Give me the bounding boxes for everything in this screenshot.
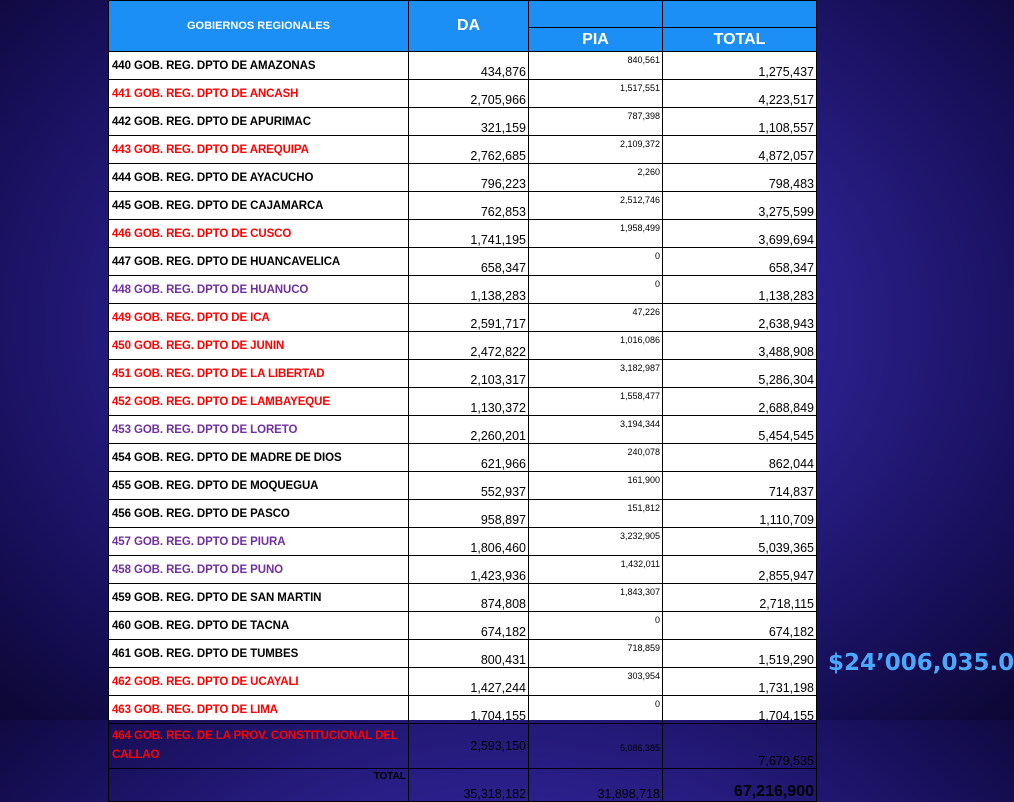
total-da-value: 35,318,182 (409, 769, 529, 802)
table-row (109, 668, 817, 696)
total-value: 7,679,535 (663, 724, 817, 769)
region-name: 441 GOB. REG. DPTO DE ANCASH (109, 80, 409, 108)
da-value: 321,159 (409, 108, 529, 136)
total-value: 2,855,947 (663, 556, 817, 584)
total-value: 2,718,115 (663, 584, 817, 612)
total-pia-value: 31,898,718 (529, 769, 663, 802)
region-name: 464 GOB. REG. DE LA PROV. CONSTITUCIONAL DEL CALLAO (109, 724, 409, 769)
da-value: 2,591,717 (409, 304, 529, 332)
total-value: 798,483 (663, 164, 817, 192)
region-name: 458 GOB. REG. DPTO DE PUNO (109, 556, 409, 584)
pia-value: 0 (529, 276, 663, 304)
table-row (109, 472, 817, 500)
da-value: 1,741,195 (409, 220, 529, 248)
total-value: 3,699,694 (663, 220, 817, 248)
region-name: 461 GOB. REG. DPTO DE TUMBES (109, 640, 409, 668)
total-value: 674,182 (663, 612, 817, 640)
table-row (109, 528, 817, 556)
total-value: 862,044 (663, 444, 817, 472)
da-value: 2,103,317 (409, 360, 529, 388)
total-value: 1,704,155 (663, 696, 817, 724)
table-row (109, 416, 817, 444)
pia-value: 840,561 (529, 52, 663, 80)
region-name: 451 GOB. REG. DPTO DE LA LIBERTAD (109, 360, 409, 388)
header-blank-total (663, 1, 817, 28)
pia-value: 718,859 (529, 640, 663, 668)
total-value: 4,872,057 (663, 136, 817, 164)
da-value: 1,423,936 (409, 556, 529, 584)
total-value: 4,223,517 (663, 80, 817, 108)
region-name: 460 GOB. REG. DPTO DE TACNA (109, 612, 409, 640)
pia-value: 0 (529, 696, 663, 724)
region-name: 440 GOB. REG. DPTO DE AMAZONAS (109, 52, 409, 80)
da-value: 1,427,244 (409, 668, 529, 696)
total-value: 5,286,304 (663, 360, 817, 388)
header-total: TOTAL (663, 28, 817, 52)
table-row (109, 304, 817, 332)
pia-value: 0 (529, 248, 663, 276)
pia-value: 1,958,499 (529, 220, 663, 248)
total-value: 5,039,365 (663, 528, 817, 556)
region-name: 463 GOB. REG. DPTO DE LIMA (109, 696, 409, 724)
table-row (109, 220, 817, 248)
header-da: DA (409, 1, 529, 52)
da-value: 2,472,822 (409, 332, 529, 360)
total-value: 2,688,849 (663, 388, 817, 416)
table-row (109, 164, 817, 192)
region-name: 457 GOB. REG. DPTO DE PIURA (109, 528, 409, 556)
table-row (109, 360, 817, 388)
total-value: 1,519,290 (663, 640, 817, 668)
pia-value: 0 (529, 612, 663, 640)
region-name: 453 GOB. REG. DPTO DE LORETO (109, 416, 409, 444)
header-gobiernos-regionales: GOBIERNOS REGIONALES (109, 1, 409, 52)
pia-value: 2,109,372 (529, 136, 663, 164)
total-value: 3,488,908 (663, 332, 817, 360)
total-value: 2,638,943 (663, 304, 817, 332)
table-row (109, 136, 817, 164)
table-row (109, 584, 817, 612)
total-value: 5,454,545 (663, 416, 817, 444)
da-value: 2,762,685 (409, 136, 529, 164)
region-name: 454 GOB. REG. DPTO DE MADRE DE DIOS (109, 444, 409, 472)
pia-value: 5,086,385 (529, 724, 663, 769)
pia-value: 787,398 (529, 108, 663, 136)
side-total-note: $24’006,035.0 (828, 650, 1014, 676)
side-total-note-wrap (820, 640, 1014, 690)
pia-value: 303,954 (529, 668, 663, 696)
total-value: 658,347 (663, 248, 817, 276)
region-name: 449 GOB. REG. DPTO DE ICA (109, 304, 409, 332)
total-value: 1,138,283 (663, 276, 817, 304)
region-name: 452 GOB. REG. DPTO DE LAMBAYEQUE (109, 388, 409, 416)
da-value: 434,876 (409, 52, 529, 80)
region-name: 444 GOB. REG. DPTO DE AYACUCHO (109, 164, 409, 192)
da-value: 1,130,372 (409, 388, 529, 416)
da-value: 552,937 (409, 472, 529, 500)
pia-value: 2,260 (529, 164, 663, 192)
table-row (109, 332, 817, 360)
pia-value: 1,517,551 (529, 80, 663, 108)
grand-total-value: 67,216,900 (663, 769, 817, 802)
pia-value: 1,432,011 (529, 556, 663, 584)
pia-value: 3,232,905 (529, 528, 663, 556)
pia-value: 1,016,086 (529, 332, 663, 360)
header-blank-pia (529, 1, 663, 28)
pia-value: 47,226 (529, 304, 663, 332)
table-row-callao (109, 724, 817, 769)
table-row (109, 640, 817, 668)
table-row (109, 192, 817, 220)
total-value: 1,108,557 (663, 108, 817, 136)
da-value: 796,223 (409, 164, 529, 192)
table-row-total (109, 769, 817, 802)
pia-value: 161,900 (529, 472, 663, 500)
da-value: 621,966 (409, 444, 529, 472)
pia-value: 1,558,477 (529, 388, 663, 416)
da-value: 874,808 (409, 584, 529, 612)
pia-value: 151,812 (529, 500, 663, 528)
table-row (109, 444, 817, 472)
region-name: 448 GOB. REG. DPTO DE HUANUCO (109, 276, 409, 304)
table-row (109, 276, 817, 304)
budget-table-sheet (108, 0, 816, 801)
region-name: 442 GOB. REG. DPTO DE APURIMAC (109, 108, 409, 136)
total-value: 714,837 (663, 472, 817, 500)
da-value: 2,705,966 (409, 80, 529, 108)
da-value: 800,431 (409, 640, 529, 668)
pia-value: 3,194,344 (529, 416, 663, 444)
total-value: 1,731,198 (663, 668, 817, 696)
table-row (109, 696, 817, 724)
da-value: 958,897 (409, 500, 529, 528)
region-name: 462 GOB. REG. DPTO DE UCAYALI (109, 668, 409, 696)
total-label: TOTAL (109, 769, 409, 802)
table-row (109, 612, 817, 640)
table-row (109, 248, 817, 276)
table-row (109, 80, 817, 108)
table-row (109, 500, 817, 528)
region-name: 456 GOB. REG. DPTO DE PASCO (109, 500, 409, 528)
table-row (109, 108, 817, 136)
region-name: 446 GOB. REG. DPTO DE CUSCO (109, 220, 409, 248)
region-name: 445 GOB. REG. DPTO DE CAJAMARCA (109, 192, 409, 220)
pia-value: 2,512,746 (529, 192, 663, 220)
da-value: 658,347 (409, 248, 529, 276)
da-value: 2,593,150 (409, 724, 529, 769)
header-pia: PIA (529, 28, 663, 52)
pia-value: 240,078 (529, 444, 663, 472)
region-name: 443 GOB. REG. DPTO DE AREQUIPA (109, 136, 409, 164)
total-value: 3,275,599 (663, 192, 817, 220)
region-name: 447 GOB. REG. DPTO DE HUANCAVELICA (109, 248, 409, 276)
da-value: 1,138,283 (409, 276, 529, 304)
region-name: 450 GOB. REG. DPTO DE JUNIN (109, 332, 409, 360)
da-value: 2,260,201 (409, 416, 529, 444)
da-value: 762,853 (409, 192, 529, 220)
table-row (109, 52, 817, 80)
da-value: 1,806,460 (409, 528, 529, 556)
budget-table (108, 0, 817, 802)
total-value: 1,110,709 (663, 500, 817, 528)
table-row (109, 556, 817, 584)
pia-value: 1,843,307 (529, 584, 663, 612)
region-name: 455 GOB. REG. DPTO DE MOQUEGUA (109, 472, 409, 500)
da-value: 1,704,155 (409, 696, 529, 724)
region-name: 459 GOB. REG. DPTO DE SAN MARTIN (109, 584, 409, 612)
total-value: 1,275,437 (663, 52, 817, 80)
pia-value: 3,182,987 (529, 360, 663, 388)
da-value: 674,182 (409, 612, 529, 640)
table-row (109, 388, 817, 416)
